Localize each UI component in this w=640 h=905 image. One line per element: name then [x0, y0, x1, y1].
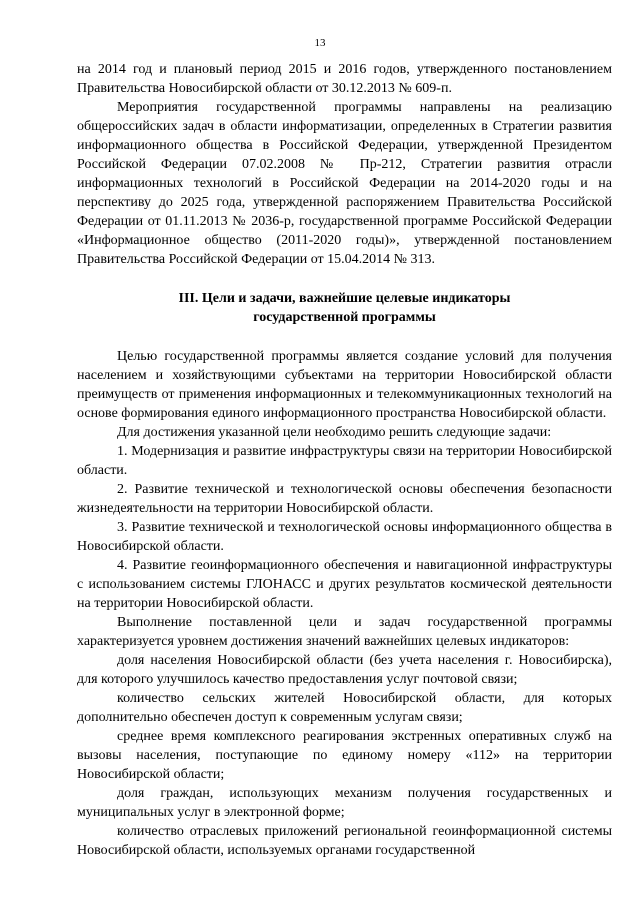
task-item: 2. Развитие технической и технологической основы обеспечения безопасности жизнедеятельности на территории Новосибирской области. [77, 482, 612, 516]
section-heading [77, 289, 612, 327]
indicator-item: количество отраслевых приложений региональной геоинформационной системы Новосибирской области, используемых органами государственной [77, 824, 612, 858]
indicator-item: доля граждан, использующих механизм получения государственных и муниципальных услуг в электронной форме; [77, 786, 612, 820]
paragraph: Мероприятия государственной программы направлены на реализацию общероссийских задач в области информатизации, определенных в Стратегии развития информационного общества в Российской Федерации, утвержденной Президентом Российской Федерации 07.02.2008 № Пр-212, Стратегии развития отрасли информационных технологий в Российской Федерации на 2014-2020 годы и на перспективу до 2025 года, утвержденной распоряжением Правительства Российской Федерации от 01.11.2013 № 2036-р, государственной программе Российской Федерации «Информационное общество (2011-2020 годы)», утвержденной постановлением Правительства Российской Федерации от 15.04.2014 № 313. [77, 100, 612, 267]
task-item: 4. Развитие геоинформационного обеспечения и навигационной инфраструктуры с использованием системы ГЛОНАСС и других результатов космической деятельности на территории Новосибирской области. [77, 558, 612, 611]
page-number: 13 [314, 37, 326, 49]
paragraph: Выполнение поставленной цели и задач государственной программы характеризуется уровнем достижения значений важнейших целевых индикаторов: [77, 615, 612, 649]
task-item: 1. Модернизация и развитие инфраструктуры связи на территории Новосибирской области. [77, 444, 612, 478]
indicator-item: количество сельских жителей Новосибирской области, для которых дополнительно обеспечен доступ к современным услугам связи; [77, 691, 612, 725]
section-heading-line: III. Цели и задачи, важнейшие целевые индикаторы [178, 291, 511, 306]
document-body [77, 60, 612, 860]
paragraph: Для достижения указанной цели необходимо решить следующие задачи: [117, 425, 552, 440]
paragraph: Целью государственной программы является создание условий для получения населением и хозяйствующими субъектами на территории Новосибирской области преимуществ от применения информационных и телекоммуникационных технологий на основе формирования единого информационного пространства Новосибирской области. [77, 349, 612, 421]
section-heading-line: государственной программы [253, 310, 436, 325]
indicator-item: доля населения Новосибирской области (без учета населения г. Новосибирска), для которого улучшилось качество предоставления услуг почтовой связи; [77, 653, 612, 687]
task-item: 3. Развитие технической и технологической основы информационного общества в Новосибирской области. [77, 520, 612, 554]
indicator-item: среднее время комплексного реагирования экстренных оперативных служб на вызовы населения, поступающие по единому номеру «112» на территории Новосибирской области; [77, 729, 612, 782]
paragraph: на 2014 год и плановый период 2015 и 2016 годов, утвержденного постановлением Правительства Новосибирской области от 30.12.2013 № 609-п. [77, 62, 612, 96]
